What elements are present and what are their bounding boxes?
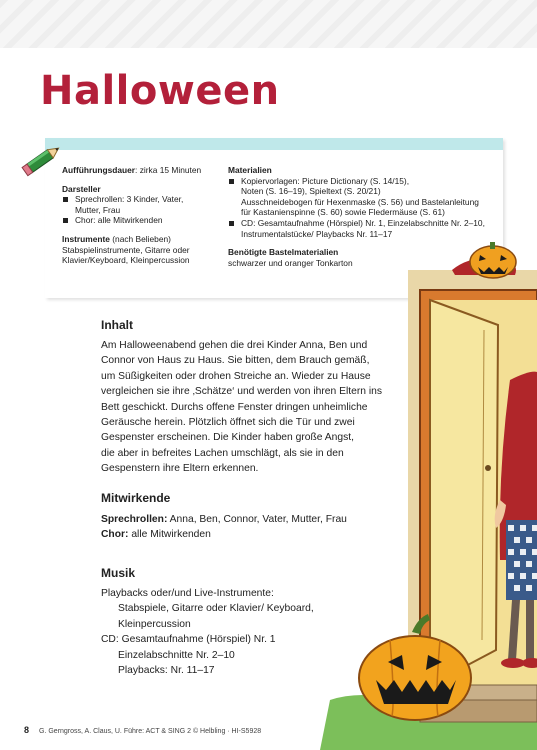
musik-text: Playbacks oder/und Live-Instrumente: Stabspiele, Gitarre oder Klavier/ Keyboard, Kleinpercussion CD: Gesamtaufnahme (Hörspiel) Nr. 1 Einzelabschnitte Nr. 2–10 Playbacks: Nr. 11–17	[101, 588, 314, 677]
instruments-text: Klavier/Keyboard, Kleinpercussion	[62, 255, 190, 266]
inhalt-text: Am Halloweenabend gehen die drei Kinder Anna, Ben und Connor von Haus zu Haus. Sie bitten, dem Brauch gemäß, um Süßigkeiten oder drohen Streiche an. Wieder zu Hause vergleichen sie ihre ‚Schätze‘ und werden von ihren Eltern ins Bett geschickt. Durchs offene Fenster dringen unheimliche Geräusche herein. Plötzlich öffnet sich die Tür und zwei Gespenster erscheinen. Die Kinder haben große Angst, die aber in befreites Lachen umschlägt, als sie in den Gespenstern ihre Eltern erkennen.	[101, 340, 383, 475]
person-skirt	[506, 520, 537, 600]
craft-heading: Benötigte Bastelmaterialien	[228, 247, 339, 258]
cast-heading: Darsteller	[62, 183, 101, 194]
mitwirkende-text: Sprechrollen: Anna, Ben, Connor, Vater, Mutter, Frau Chor: alle Mitwirkenden	[101, 514, 347, 541]
musik-heading: Musik	[101, 566, 136, 580]
cast-item: Chor: alle Mitwirkenden	[62, 215, 222, 226]
page-title: Halloween	[40, 68, 280, 114]
craft-text: schwarzer und oranger Tonkarton	[228, 257, 353, 268]
duration-line: Aufführungsdauer: zirka 15 Minuten	[62, 165, 202, 175]
footer-credits: G. Gerngross, A. Claus, U. Führe: ACT & SING 2 © Helbling · HI-S5928	[39, 728, 262, 735]
cast-item: Sprechrollen: 3 Kinder, Vater, Mutter, Frau	[62, 194, 222, 215]
materials-item: Kopiervorlagen: Picture Dictionary (S. 14/15), Noten (S. 16–19), Spieltext (S. 20/21) Ausschneidebogen für Hexenmaske (S. 56) und Bastelanleitung für Kastanienspinne (S. 60) sowie Fledermäuse (S. 61)	[228, 176, 503, 218]
materials-heading: Materialien	[228, 165, 272, 175]
mitwirkende-heading: Mitwirkende	[101, 491, 171, 505]
instruments-text: Stabspielinstrumente, Gitarre oder	[62, 244, 190, 255]
pumpkin-icon	[470, 242, 516, 278]
page-number: 8	[24, 725, 30, 735]
instruments-heading: Instrumente (nach Belieben)	[62, 233, 171, 244]
inhalt-heading: Inhalt	[101, 318, 133, 332]
page-footer	[24, 725, 261, 735]
materials-item: CD: Gesamtaufnahme (Hörspiel) Nr. 1, Einzelabschnitte Nr. 2–10, Instrumentalstücke/ Playbacks Nr. 11–17	[228, 218, 503, 239]
